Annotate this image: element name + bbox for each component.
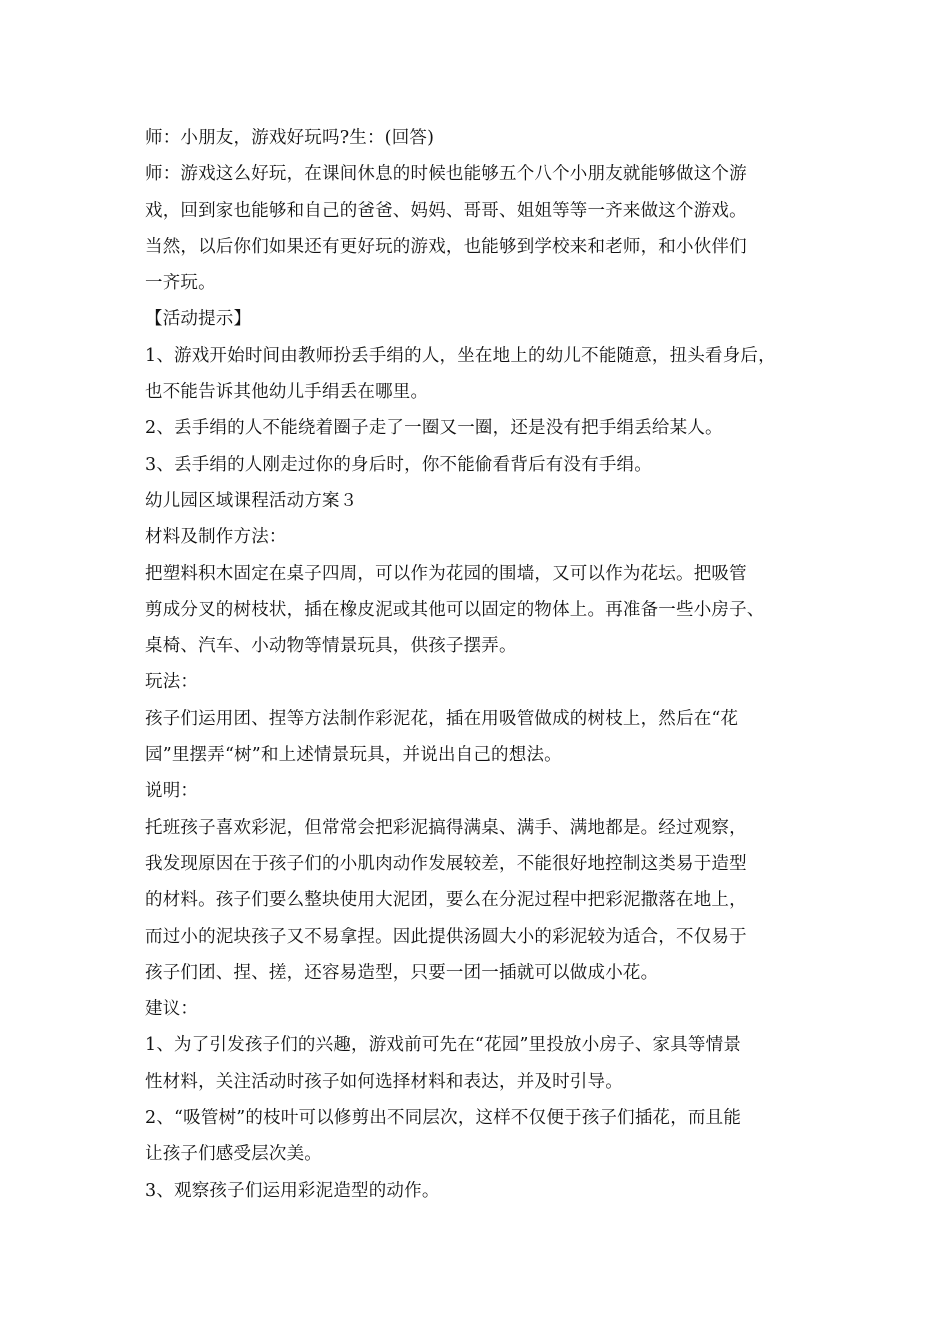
text-line: 桌椅、汽车、小动物等情景玩具，供孩子摆弄。 <box>145 636 517 657</box>
text-line: 让孩子们感受层次美。 <box>145 1144 322 1165</box>
text-line: 孩子们团、捏、搓，还容易造型，只要一团一插就可以做成小花。 <box>145 962 659 983</box>
text-line: 孩子们运用团、捏等方法制作彩泥花，插在用吸管做成的树枝上，然后在“花 <box>145 708 739 729</box>
text-line: 把塑料积木固定在桌子四周，可以作为花园的围墙，又可以作为花坛。把吸管 <box>145 563 747 584</box>
subheading-suggestions: 建议： <box>145 999 199 1020</box>
text-line: 1、游戏开始时间由教师扮丢手绢的人，坐在地上的幼儿不能随意，扭头看身后， <box>145 345 776 366</box>
subheading-explanation: 说明： <box>145 781 199 802</box>
text-line: 2、丢手绢的人不能绕着圈子走了一圈又一圈，还是没有把手绢丢给某人。 <box>145 418 723 439</box>
text-line: 3、丢手绢的人刚走过你的身后时，你不能偷看背后有没有手绢。 <box>145 454 652 475</box>
text-line: 师：小朋友，游戏好玩吗?生：(回答) <box>145 128 435 148</box>
text-line: 1、为了引发孩子们的兴趣，游戏前可先在“花园”里投放小房子、家具等情景 <box>145 1035 742 1056</box>
text-line: 园”里摆弄“树”和上述情景玩具，并说出自己的想法。 <box>145 745 562 766</box>
text-line: 我发现原因在于孩子们的小肌肉动作发展较差，不能很好地控制这类易于造型 <box>145 853 747 874</box>
text-line: 剪成分叉的树枝状，插在橡皮泥或其他可以固定的物体上。再准备一些小房子、 <box>145 599 765 620</box>
text-line: 2、“吸管树”的枝叶可以修剪出不同层次，这样不仅便于孩子们插花，而且能 <box>145 1108 742 1129</box>
subheading-materials: 材料及制作方法： <box>145 527 287 548</box>
text-line: 的材料。孩子们要么整块使用大泥团，要么在分泥过程中把彩泥撒落在地上， <box>145 890 747 911</box>
subheading-gameplay: 玩法： <box>145 672 199 693</box>
text-line: 戏，回到家也能够和自己的爸爸、妈妈、哥哥、姐姐等等一齐来做这个游戏。 <box>145 200 747 221</box>
text-line: 性材料，关注活动时孩子如何选择材料和表达，并及时引导。 <box>145 1071 623 1092</box>
text-line: 一齐玩。 <box>145 273 216 294</box>
text-line: 当然，以后你们如果还有更好玩的游戏，也能够到学校来和老师，和小伙伴们 <box>145 236 747 257</box>
text-line: 托班孩子喜欢彩泥，但常常会把彩泥搞得满桌、满手、满地都是。经过观察， <box>145 817 747 838</box>
section-title-plan-3: 幼儿园区域课程活动方案３ <box>145 490 358 511</box>
text-line: 3、观察孩子们运用彩泥造型的动作。 <box>145 1180 440 1201</box>
text-line: 而过小的泥块孩子又不易拿捏。因此提供汤圆大小的彩泥较为适合，不仅易于 <box>145 926 747 947</box>
text-line: 也不能告诉其他幼儿手绢丢在哪里。 <box>145 382 429 403</box>
document-body <box>145 120 815 1209</box>
text-line: 师：游戏这么好玩，在课间休息的时候也能够五个八个小朋友就能够做这个游 <box>145 164 747 185</box>
section-heading-activity-tips: 【活动提示】 <box>145 309 252 330</box>
